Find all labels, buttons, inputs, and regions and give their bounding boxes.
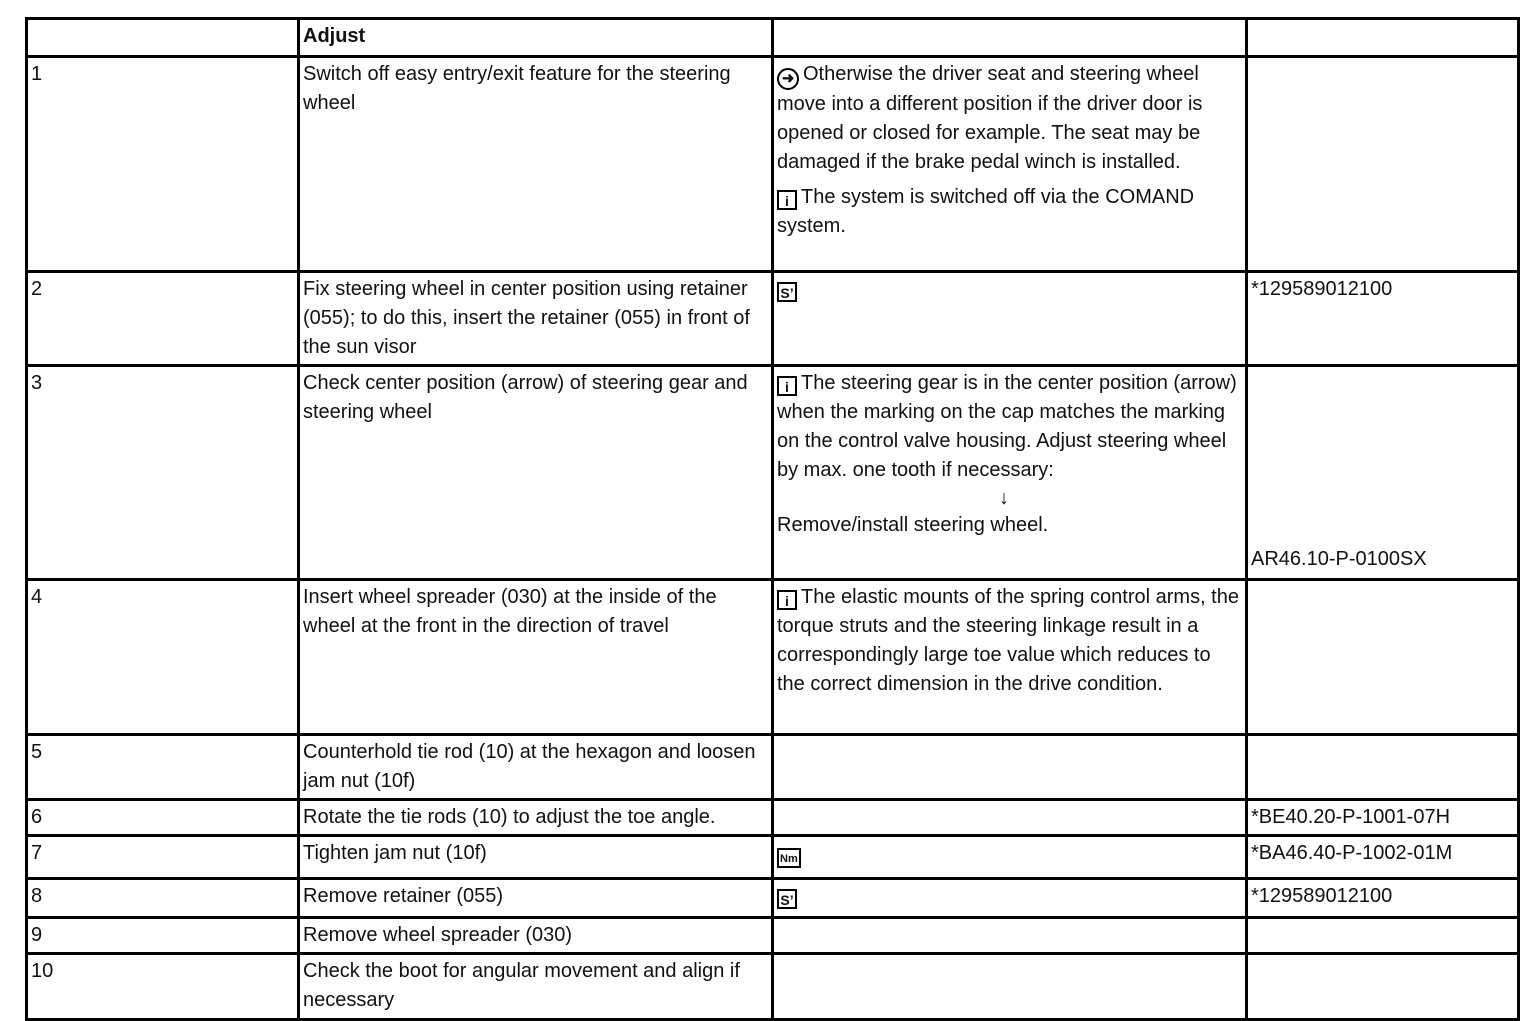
table-row [27, 879, 1519, 918]
step-number: 10 [27, 954, 299, 1020]
step-reference [1247, 366, 1519, 580]
step-number: 3 [27, 366, 299, 580]
step-reference [1247, 735, 1519, 800]
step-number: 9 [27, 918, 299, 954]
step-text: Insert wheel spreader (030) at the inside of the wheel at the front in the direction of travel [299, 580, 773, 735]
step-reference [1247, 918, 1519, 954]
step-notes [773, 272, 1247, 366]
step-number: 2 [27, 272, 299, 366]
reference-link[interactable]: AR46.10-P-0100SX [1251, 548, 1427, 570]
header-cell-adjust: Adjust [299, 19, 773, 57]
table-row [27, 918, 1519, 954]
step-notes [773, 366, 1247, 580]
info-icon: i [777, 590, 797, 610]
reference-link[interactable]: *BE40.20-P-1001-07H [1247, 800, 1519, 836]
step-notes [773, 57, 1247, 272]
step-text: Fix steering wheel in center position using retainer (055); to do this, insert the retainer (055) in front of the sun visor [299, 272, 773, 366]
down-arrow-icon: ↓ [999, 487, 1009, 509]
procedure-table [25, 17, 1520, 1021]
note-info [777, 369, 1241, 485]
header-cell-step [27, 19, 299, 57]
note-info-text: The elastic mounts of the spring control arms, the torque struts and the steering linkage result in a correspondingly large toe value which reduces to the correct dimension in the drive condition. [777, 586, 1239, 695]
step-text: Switch off easy entry/exit feature for the steering wheel [299, 57, 773, 272]
special-tool-icon: S’ [777, 282, 797, 302]
reference-link[interactable]: *BA46.40-P-1002-01M [1247, 836, 1519, 879]
step-notes [773, 918, 1247, 954]
table-row [27, 836, 1519, 879]
torque-icon: Nm [777, 848, 801, 868]
step-text: Tighten jam nut (10f) [299, 836, 773, 879]
step-number: 8 [27, 879, 299, 918]
note-warning-text: Otherwise the driver seat and steering wheel move into a different position if the driver door is opened or closed for example. The seat may be damaged if the brake pedal winch is installed. [777, 63, 1203, 173]
table-row [27, 57, 1519, 272]
note-info-text: The system is switched off via the COMAND system. [777, 186, 1195, 237]
note-info [777, 183, 1241, 241]
table-row [27, 366, 1519, 580]
step-number: 4 [27, 580, 299, 735]
table-row [27, 954, 1519, 1020]
table-row [27, 272, 1519, 366]
table-row [27, 800, 1519, 836]
note-followup-text: Remove/install steering wheel. [777, 514, 1049, 536]
table-row [27, 735, 1519, 800]
step-reference: *129589012100 [1247, 879, 1519, 918]
step-notes [773, 580, 1247, 735]
step-notes [773, 954, 1247, 1020]
step-text: Remove wheel spreader (030) [299, 918, 773, 954]
header-cell-notes [773, 19, 1247, 57]
step-text: Check the boot for angular movement and align if necessary [299, 954, 773, 1020]
step-notes [773, 836, 1247, 879]
step-text: Counterhold tie rod (10) at the hexagon and loosen jam nut (10f) [299, 735, 773, 800]
note-warning [777, 60, 1241, 177]
step-text: Rotate the tie rods (10) to adjust the toe angle. [299, 800, 773, 836]
step-reference: *129589012100 [1247, 272, 1519, 366]
step-reference [1247, 57, 1519, 272]
step-number: 7 [27, 836, 299, 879]
step-reference [1247, 580, 1519, 735]
note-info-text: The steering gear is in the center position (arrow) when the marking on the cap matches the marking on the control valve housing. Adjust steering wheel by max. one tooth if necessary: [777, 372, 1237, 481]
info-icon: i [777, 190, 797, 210]
step-notes [773, 800, 1247, 836]
special-tool-icon: S’ [777, 889, 797, 909]
note-info [777, 583, 1241, 699]
warning-icon: ➜ [777, 68, 799, 90]
step-reference [1247, 954, 1519, 1020]
step-notes [773, 879, 1247, 918]
table-row [27, 580, 1519, 735]
step-text: Check center position (arrow) of steering gear and steering wheel [299, 366, 773, 580]
info-icon: i [777, 376, 797, 396]
table-header-row [27, 19, 1519, 57]
step-number: 1 [27, 57, 299, 272]
header-cell-reference [1247, 19, 1519, 57]
step-number: 5 [27, 735, 299, 800]
step-number: 6 [27, 800, 299, 836]
step-text: Remove retainer (055) [299, 879, 773, 918]
step-notes [773, 735, 1247, 800]
